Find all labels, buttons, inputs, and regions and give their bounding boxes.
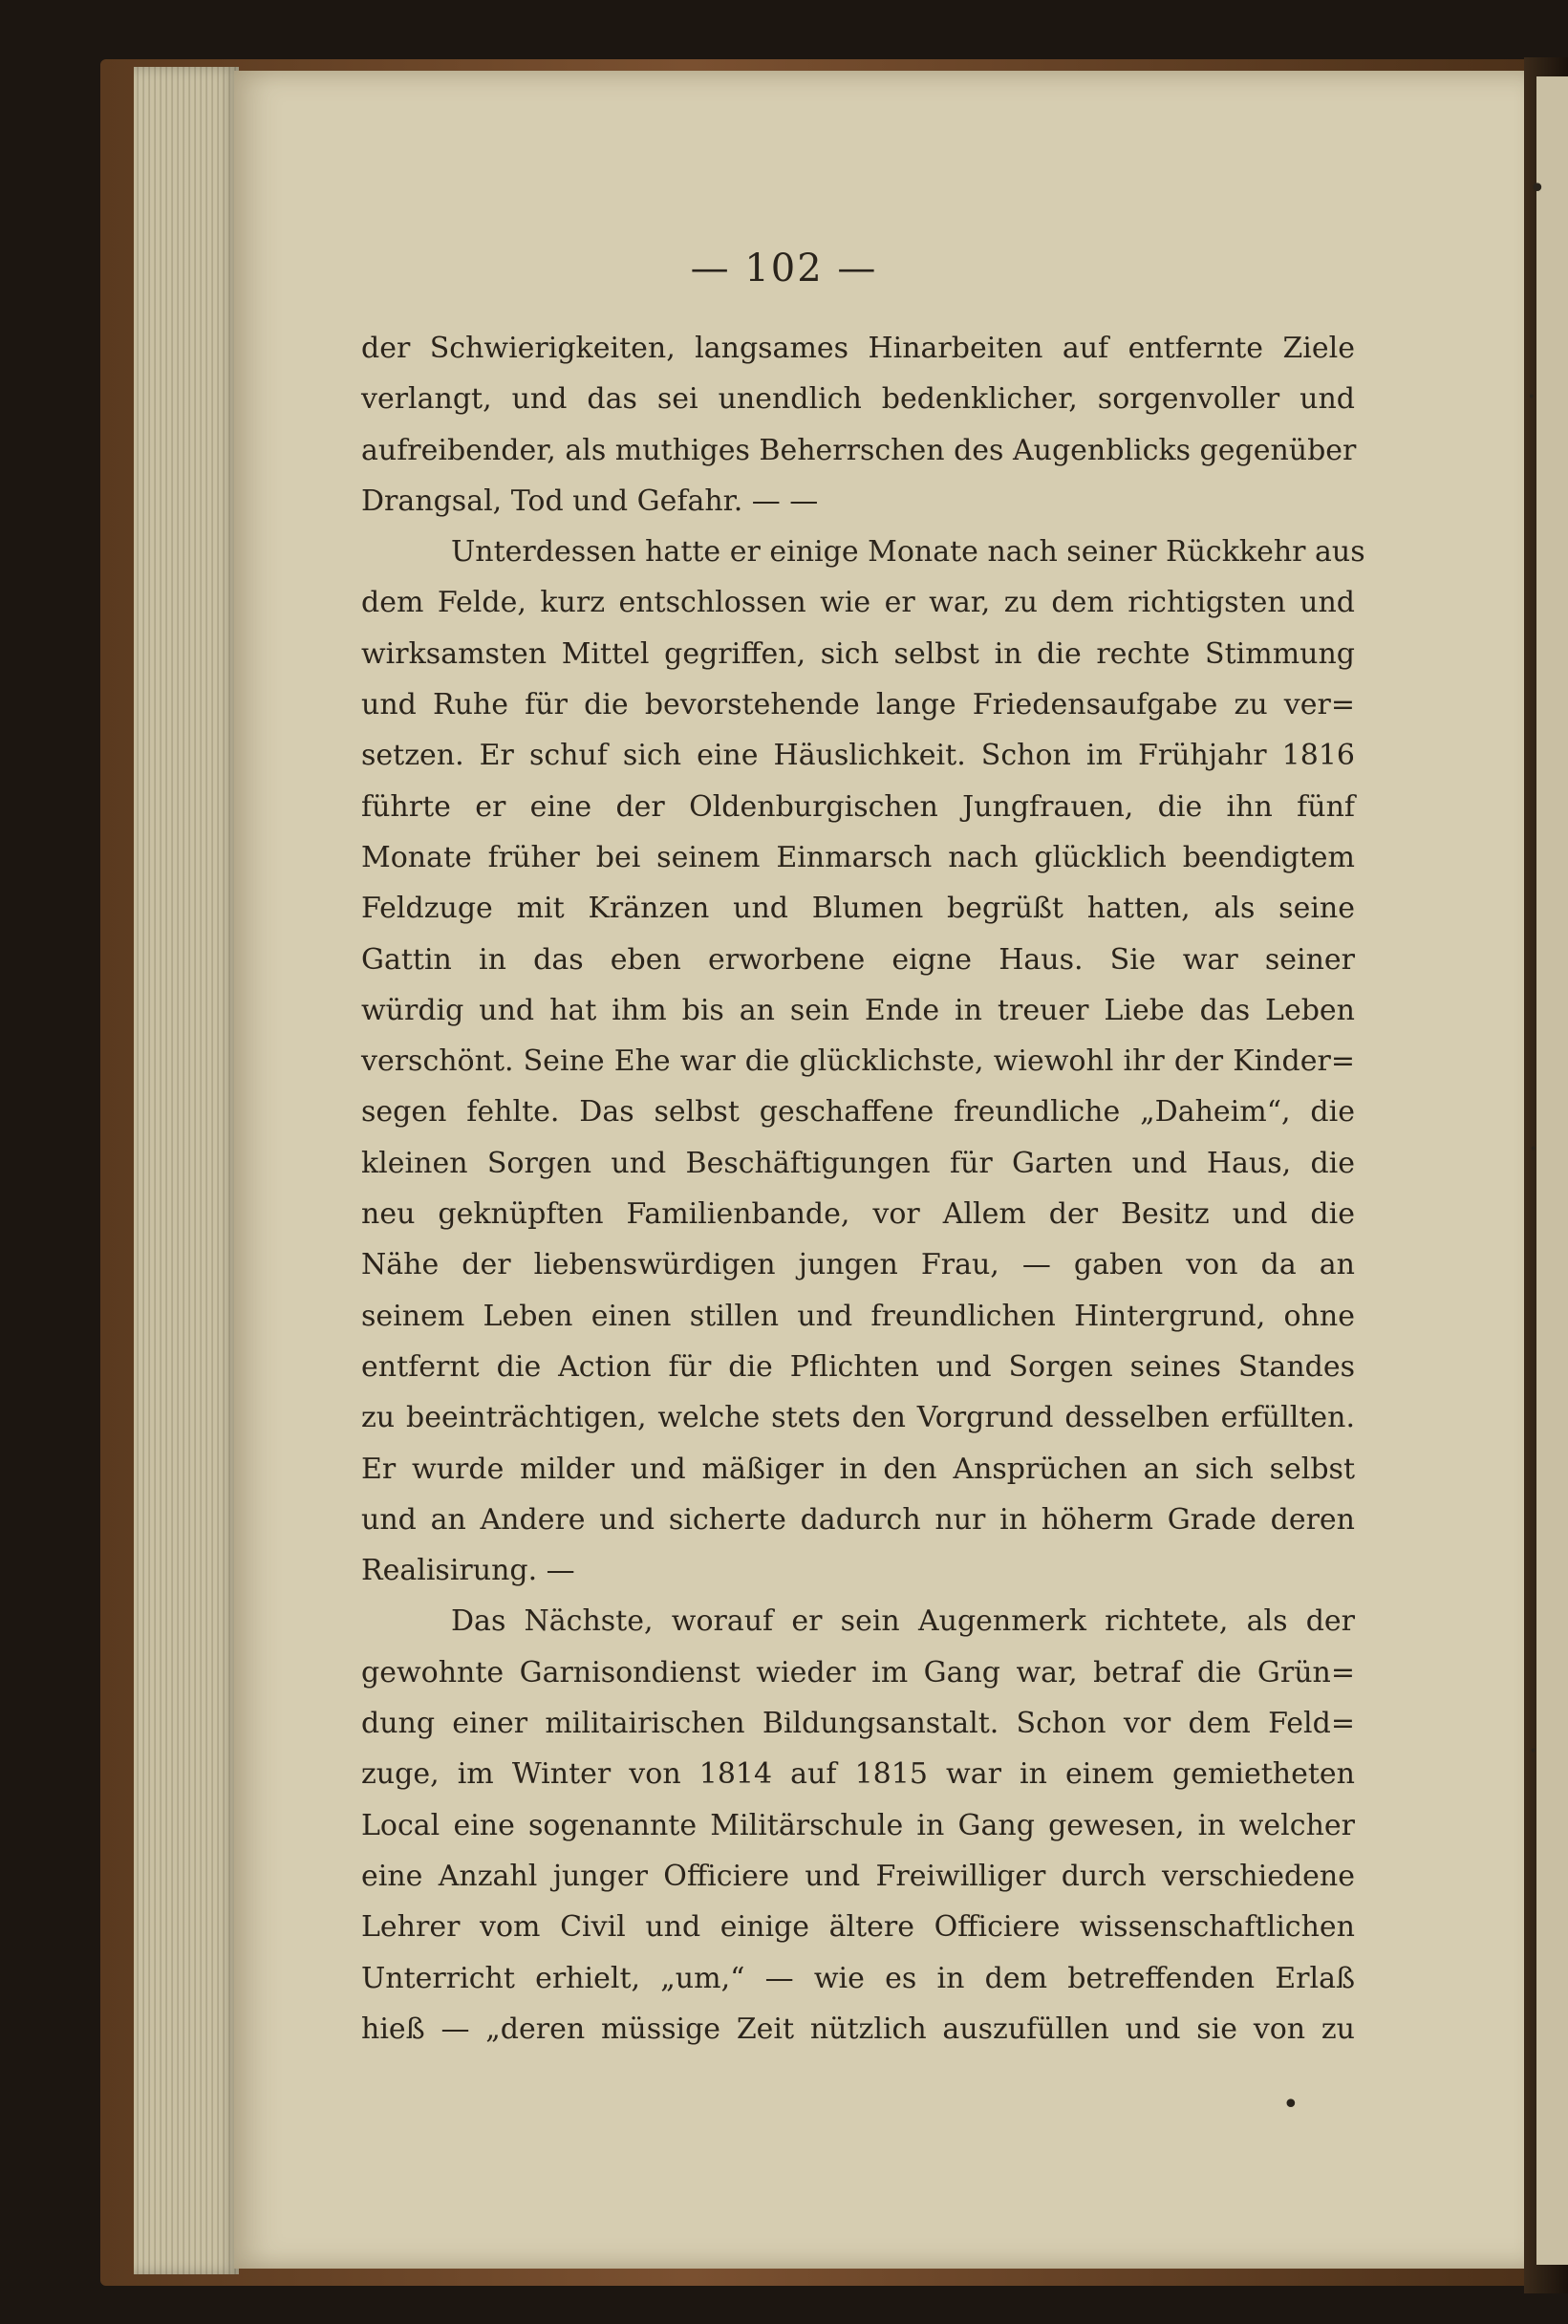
text-line: Local eine sogenannte Militärschule in Gang gewesen, in welcher [361, 1808, 1355, 1842]
text-line: würdig und hat ihm bis an sein Ende in treuer Liebe das Leben [361, 993, 1355, 1027]
text-line: aufreibender, als muthiges Beherrschen des Augenblicks gegenüber [361, 433, 1357, 467]
text-line: dung einer militairischen Bildungsanstalt. Schon vor dem Feld= [361, 1707, 1355, 1741]
text-line: Feldzuge mit Kränzen und Blumen begrüßt hatten, als seine [361, 892, 1355, 926]
text-line: gewohnte Garnisondienst wieder im Gang war, betraf die Grün= [361, 1655, 1355, 1689]
body-text [361, 323, 1365, 2055]
text-line: setzen. Er schuf sich eine Häuslichkeit. Schon im Frühjahr 1816 [361, 739, 1355, 773]
page-number-text: — 102 — [690, 247, 878, 290]
facing-page-strip [1536, 76, 1568, 2265]
margin-speck-icon: · [1529, 1132, 1538, 1166]
text-line: verlangt, und das sei unendlich bedenklicher, sorgenvoller und [361, 382, 1355, 417]
text-line: entfernt die Action für die Pflichten und Sorgen seines Standes [361, 1349, 1355, 1384]
margin-speck-icon: · [1529, 1734, 1538, 1768]
text-line: Unterdessen hatte er einige Monate nach seiner Rückkehr aus [451, 535, 1365, 570]
text-line: Lehrer vom Civil und einige ältere Officiere wissenschaftlichen [361, 1910, 1355, 1945]
margin-speck-icon: • [1529, 172, 1546, 205]
text-line: Gattin in das eben erworbene eigne Haus. Sie war seiner [361, 942, 1355, 977]
text-line: zuge, im Winter von 1814 auf 1815 war in einem gemietheten [361, 1757, 1355, 1792]
text-line: und an Andere und sicherte dadurch nur in höherm Grade deren [361, 1502, 1355, 1537]
text-line: segen fehlte. Das selbst geschaffene freundliche „Daheim“, die [361, 1095, 1355, 1130]
page-speck-icon: • [1282, 2088, 1300, 2121]
text-line: wirksamsten Mittel gegriffen, sich selbst in die rechte Stimmung [361, 636, 1355, 671]
text-line: Unterricht erhielt, „um,“ — wie es in dem betreffenden Erlaß [361, 1961, 1355, 1995]
page-number [0, 247, 1568, 290]
text-line: Drangsal, Tod und Gefahr. — — [361, 484, 819, 518]
text-line: verschönt. Seine Ehe war die glücklichste, wiewohl ihr der Kinder= [361, 1044, 1355, 1079]
text-line: kleinen Sorgen und Beschäftigungen für Garten und Haus, die [361, 1146, 1355, 1180]
text-line: Monate früher bei seinem Einmarsch nach glücklich beendigtem [361, 840, 1355, 874]
text-line: Das Nächste, worauf er sein Augenmerk richtete, als der [451, 1604, 1355, 1639]
text-line: zu beeinträchtigen, welche stets den Vorgrund desselben erfüllten. [361, 1401, 1355, 1435]
text-line: Er wurde milder und mäßiger in den Ansprüchen an sich selbst [361, 1452, 1355, 1486]
text-line: und Ruhe für die bevorstehende lange Friedensaufgabe zu ver= [361, 688, 1355, 722]
text-line: hieß — „deren müssige Zeit nützlich auszufüllen und sie von zu [361, 2012, 1355, 2046]
text-line: Realisirung. — [361, 1554, 575, 1588]
text-line: der Schwierigkeiten, langsames Hinarbeiten auf entfernte Ziele [361, 332, 1355, 365]
margin-speck-icon: · [1527, 380, 1536, 414]
text-line: neu geknüpften Familienbande, vor Allem der Besitz und die [361, 1197, 1355, 1232]
text-line: seinem Leben einen stillen und freundlichen Hintergrund, ohne [361, 1299, 1355, 1333]
text-line: führte er eine der Oldenburgischen Jungfrauen, die ihn fünf [361, 789, 1355, 824]
text-line: eine Anzahl junger Officiere und Freiwilliger durch verschiedene [361, 1859, 1355, 1893]
page-edges [134, 67, 239, 2274]
text-line: Nähe der liebenswürdigen jungen Frau, — gaben von da an [361, 1248, 1355, 1282]
text-line: dem Felde, kurz entschlossen wie er war, zu dem richtigsten und [361, 586, 1355, 620]
